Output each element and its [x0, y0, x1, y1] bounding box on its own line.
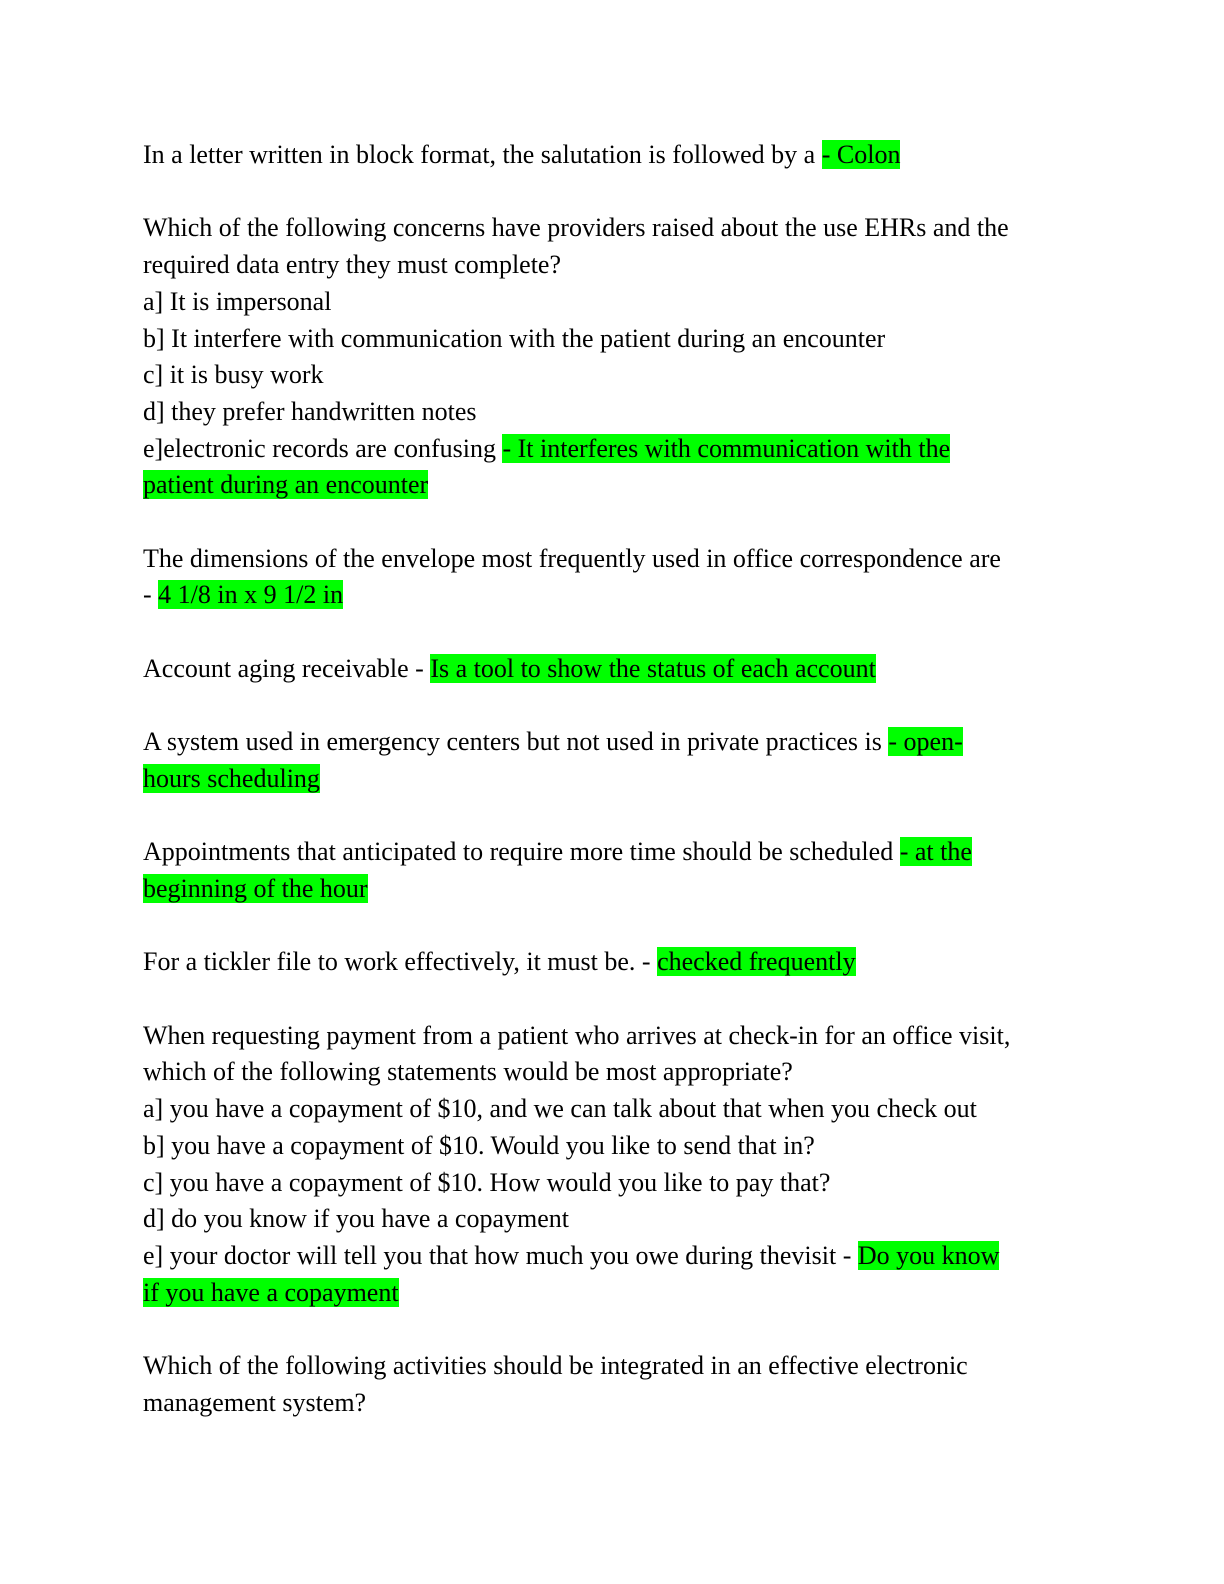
q8-option-a: a] you have a copayment of $10, and we can talk about that when you check out — [143, 1094, 977, 1124]
q1-answer-highlight: - Colon — [821, 140, 901, 169]
q6-question: Appointments that anticipated to require more time should be scheduled — [143, 837, 900, 867]
q8-option-e-line — [143, 1238, 1083, 1275]
q2-option-e: e]electronic records are confusing — [143, 433, 503, 463]
q5-line — [143, 724, 1083, 761]
paragraph-gap — [143, 174, 1083, 211]
paragraph-gap — [143, 981, 1083, 1018]
q2-option-e-line — [143, 431, 1083, 468]
q1-line — [143, 137, 1083, 174]
q6-answer-line2-row — [143, 871, 1083, 908]
paragraph-gap — [143, 688, 1083, 725]
q8-question-line2: which of the following statements would be most appropriate? — [143, 1057, 793, 1087]
q4-answer-highlight: Is a tool to show the status of each account — [430, 653, 876, 683]
q2-option-a: a] It is impersonal — [143, 286, 332, 316]
q8-answer-highlight-line2: if you have a copayment — [143, 1277, 399, 1307]
q6-answer-highlight-line2: beginning of the hour — [143, 873, 368, 903]
q3-answer-line — [143, 577, 1083, 614]
document-content — [143, 137, 1083, 1421]
q8-option-b: b] you have a copayment of $10. Would you like to send that in? — [143, 1130, 815, 1160]
q7-question: For a tickler file to work effectively, it must be. - — [143, 947, 658, 977]
q2-answer-highlight-line1: - It interferes with communication with the — [502, 433, 951, 463]
q3-question: The dimensions of the envelope most frequently used in office correspondence are — [143, 543, 1001, 573]
q1-question: In a letter written in block format, the salutation is followed by a — [143, 140, 822, 169]
q8-answer-line2-row — [143, 1275, 1083, 1312]
q6-line — [143, 834, 1083, 871]
q4-question: Account aging receivable - — [143, 653, 431, 683]
q3-answer-highlight: 4 1/8 in x 9 1/2 in — [158, 580, 344, 610]
paragraph-gap — [143, 504, 1083, 541]
q9-question-line1: Which of the following activities should be integrated in an effective electronic — [143, 1351, 968, 1381]
q9-question-line2: management system? — [143, 1387, 367, 1417]
q5-answer-line2-row — [143, 761, 1083, 798]
q2-question-line2: required data entry they must complete? — [143, 250, 562, 280]
paragraph-gap — [143, 908, 1083, 945]
q2-option-b: b] It interfere with communication with the patient during an encounter — [143, 323, 886, 353]
paragraph-gap — [143, 1311, 1083, 1348]
q8-question-line1: When requesting payment from a patient who arrives at check-in for an office visit, — [143, 1020, 1011, 1050]
q7-answer-highlight: checked frequently — [657, 947, 856, 977]
q2-option-d: d] they prefer handwritten notes — [143, 396, 477, 426]
q8-option-c: c] you have a copayment of $10. How would you like to pay that? — [143, 1167, 831, 1197]
q2-question-line1: Which of the following concerns have providers raised about the use EHRs and the — [143, 213, 1009, 243]
q8-answer-highlight-line1: Do you know — [857, 1240, 1000, 1270]
q4-line — [143, 651, 1083, 688]
q5-answer-highlight-line2: hours scheduling — [143, 763, 320, 793]
q7-line — [143, 944, 1083, 981]
q3-dash: - — [143, 580, 159, 610]
q2-answer-line2-row — [143, 467, 1083, 504]
q2-option-c: c] it is busy work — [143, 360, 324, 390]
q8-option-d: d] do you know if you have a copayment — [143, 1204, 570, 1234]
q8-option-e: e] your doctor will tell you that how much you owe during thevisit - — [143, 1240, 858, 1270]
q2-answer-highlight-line2: patient during an encounter — [143, 470, 429, 500]
q5-question: A system used in emergency centers but not used in private practices is — [143, 727, 889, 757]
paragraph-gap — [143, 798, 1083, 835]
q6-answer-highlight-line1: - at the — [899, 837, 972, 867]
paragraph-gap — [143, 614, 1083, 651]
q5-answer-highlight-line1: - open- — [888, 727, 963, 757]
